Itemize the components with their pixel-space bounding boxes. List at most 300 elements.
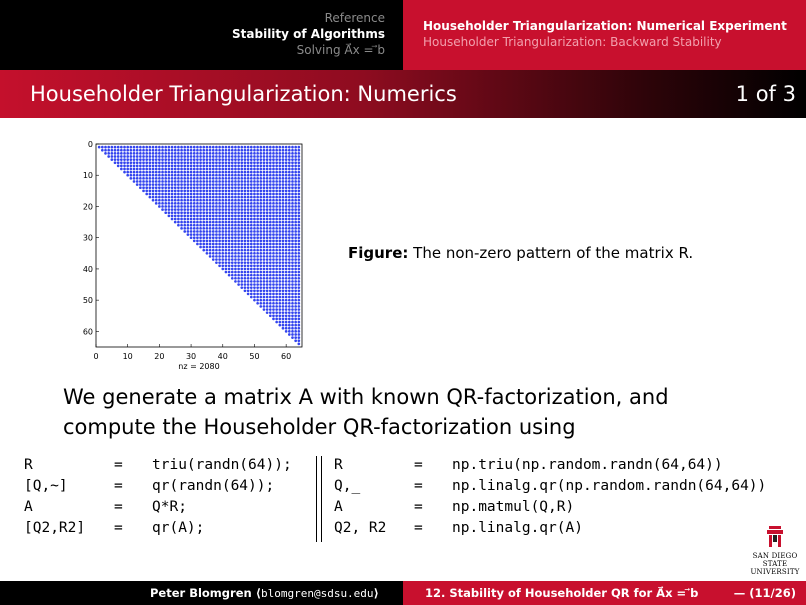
nonzero-marker xyxy=(285,327,288,330)
nonzero-marker xyxy=(158,149,161,152)
nonzero-marker xyxy=(247,268,250,271)
nonzero-marker xyxy=(215,255,218,258)
nonzero-marker xyxy=(168,190,171,193)
nonzero-marker xyxy=(212,239,215,242)
nonzero-marker xyxy=(282,236,285,239)
nonzero-marker xyxy=(266,168,269,171)
nonzero-marker xyxy=(228,205,231,208)
nonzero-marker xyxy=(240,224,243,227)
nonzero-marker xyxy=(237,249,240,252)
nonzero-marker xyxy=(272,205,275,208)
nonzero-marker xyxy=(272,202,275,205)
nonzero-marker xyxy=(272,183,275,186)
nonzero-marker xyxy=(190,168,193,171)
nonzero-marker xyxy=(291,183,294,186)
nonzero-marker xyxy=(272,208,275,211)
nonzero-marker xyxy=(288,186,291,189)
nonzero-marker xyxy=(142,183,145,186)
nonzero-marker xyxy=(225,196,228,199)
python-op: = xyxy=(414,499,423,515)
nonzero-marker xyxy=(225,174,228,177)
nonzero-marker xyxy=(253,246,256,249)
nonzero-marker xyxy=(250,264,253,267)
nonzero-marker xyxy=(231,205,234,208)
nonzero-marker xyxy=(212,190,215,193)
nonzero-marker xyxy=(282,274,285,277)
nonzero-marker xyxy=(291,158,294,161)
nonzero-marker xyxy=(250,155,253,158)
nonzero-marker xyxy=(240,155,243,158)
nonzero-marker xyxy=(187,168,190,171)
nonzero-marker xyxy=(177,199,180,202)
nonzero-marker xyxy=(196,146,199,149)
nonzero-marker xyxy=(282,296,285,299)
nonzero-marker xyxy=(206,146,209,149)
nonzero-marker xyxy=(212,165,215,168)
nonzero-marker xyxy=(278,308,281,311)
nonzero-marker xyxy=(250,196,253,199)
nonzero-marker xyxy=(294,174,297,177)
nonzero-marker xyxy=(269,293,272,296)
nonzero-marker xyxy=(288,230,291,233)
nonzero-marker xyxy=(266,289,269,292)
nonzero-marker xyxy=(244,258,247,261)
python-lhs: Q2, R2 xyxy=(334,520,387,536)
nonzero-marker xyxy=(190,161,193,164)
nonzero-marker xyxy=(240,146,243,149)
nonzero-marker xyxy=(275,168,278,171)
nonzero-marker xyxy=(256,280,259,283)
nonzero-marker xyxy=(266,186,269,189)
nonzero-marker xyxy=(272,227,275,230)
nonzero-marker xyxy=(240,221,243,224)
nonzero-marker xyxy=(266,246,269,249)
nonzero-marker xyxy=(180,211,183,214)
nonzero-marker xyxy=(294,339,297,342)
nonzero-marker xyxy=(136,161,139,164)
nonzero-marker xyxy=(298,280,301,283)
nonzero-marker xyxy=(187,152,190,155)
nonzero-marker xyxy=(256,180,259,183)
nonzero-marker xyxy=(259,196,262,199)
nonzero-marker xyxy=(206,208,209,211)
nonzero-marker xyxy=(196,155,199,158)
nonzero-marker xyxy=(212,227,215,230)
nonzero-marker xyxy=(149,158,152,161)
nonzero-marker xyxy=(285,211,288,214)
nonzero-marker xyxy=(174,215,177,218)
y-tick-label: 20 xyxy=(82,202,93,212)
nonzero-marker xyxy=(247,149,250,152)
section-nav-item-0[interactable]: Reference xyxy=(324,11,385,25)
nonzero-marker xyxy=(272,190,275,193)
nonzero-marker xyxy=(212,186,215,189)
nonzero-marker xyxy=(288,174,291,177)
nonzero-marker xyxy=(294,146,297,149)
nonzero-marker xyxy=(221,152,224,155)
nonzero-marker xyxy=(190,190,193,193)
nonzero-marker xyxy=(253,249,256,252)
nonzero-marker xyxy=(199,199,202,202)
nonzero-marker xyxy=(225,252,228,255)
nonzero-marker xyxy=(294,205,297,208)
nonzero-marker xyxy=(291,286,294,289)
nonzero-marker xyxy=(126,146,129,149)
nonzero-marker xyxy=(278,236,281,239)
nonzero-marker xyxy=(180,158,183,161)
nonzero-marker xyxy=(288,158,291,161)
nonzero-marker xyxy=(263,274,266,277)
nonzero-marker xyxy=(263,296,266,299)
nonzero-marker xyxy=(244,264,247,267)
nonzero-marker xyxy=(256,193,259,196)
nonzero-marker xyxy=(221,155,224,158)
nonzero-marker xyxy=(294,264,297,267)
nonzero-marker xyxy=(196,243,199,246)
nonzero-marker xyxy=(225,149,228,152)
nonzero-marker xyxy=(155,180,158,183)
nonzero-marker xyxy=(190,149,193,152)
nonzero-marker xyxy=(256,208,259,211)
nonzero-marker xyxy=(288,321,291,324)
nonzero-marker xyxy=(275,218,278,221)
nonzero-marker xyxy=(199,224,202,227)
nonzero-marker xyxy=(269,174,272,177)
nonzero-marker xyxy=(291,190,294,193)
nonzero-marker xyxy=(263,227,266,230)
subsection-nav-item-1[interactable]: Householder Triangularization: Backward Stability xyxy=(423,35,722,49)
caption-text: The non-zero pattern of the matrix R. xyxy=(413,244,694,262)
nonzero-marker xyxy=(155,146,158,149)
nonzero-marker xyxy=(164,202,167,205)
nonzero-marker xyxy=(180,224,183,227)
nonzero-marker xyxy=(231,211,234,214)
nonzero-marker xyxy=(215,227,218,230)
nonzero-marker xyxy=(263,283,266,286)
nonzero-marker xyxy=(240,255,243,258)
nonzero-marker xyxy=(244,271,247,274)
nonzero-marker xyxy=(168,165,171,168)
nonzero-marker xyxy=(298,318,301,321)
nonzero-marker xyxy=(142,146,145,149)
nonzero-marker xyxy=(234,196,237,199)
nonzero-marker xyxy=(282,215,285,218)
nonzero-marker xyxy=(263,289,266,292)
nonzero-marker xyxy=(269,255,272,258)
section-nav-item-2[interactable]: Solving A⃗x = ⃗b xyxy=(296,43,385,57)
nonzero-marker xyxy=(269,215,272,218)
nonzero-marker xyxy=(247,158,250,161)
nonzero-marker xyxy=(133,174,136,177)
nonzero-marker xyxy=(275,180,278,183)
subsection-nav-item-0[interactable]: Householder Triangularization: Numerical Experiment xyxy=(423,19,787,33)
nonzero-marker xyxy=(183,230,186,233)
nonzero-marker xyxy=(234,249,237,252)
nonzero-marker xyxy=(288,180,291,183)
nonzero-marker xyxy=(288,252,291,255)
nonzero-marker xyxy=(263,196,266,199)
nonzero-marker xyxy=(171,196,174,199)
nonzero-marker xyxy=(155,202,158,205)
nonzero-marker xyxy=(269,264,272,267)
nonzero-marker xyxy=(231,149,234,152)
nonzero-marker xyxy=(215,152,218,155)
nonzero-marker xyxy=(253,171,256,174)
nonzero-marker xyxy=(237,208,240,211)
nonzero-marker xyxy=(272,146,275,149)
nonzero-marker xyxy=(212,161,215,164)
nonzero-marker xyxy=(145,168,148,171)
nonzero-marker xyxy=(269,165,272,168)
nonzero-marker xyxy=(218,236,221,239)
nonzero-marker xyxy=(212,149,215,152)
nonzero-marker xyxy=(190,218,193,221)
nonzero-marker xyxy=(190,171,193,174)
nonzero-marker xyxy=(206,177,209,180)
nonzero-marker xyxy=(269,305,272,308)
nonzero-marker xyxy=(193,199,196,202)
nonzero-marker xyxy=(152,190,155,193)
nonzero-marker xyxy=(269,196,272,199)
nonzero-marker xyxy=(231,246,234,249)
nonzero-marker xyxy=(244,149,247,152)
nonzero-marker xyxy=(202,196,205,199)
nonzero-marker xyxy=(196,183,199,186)
nonzero-marker xyxy=(218,205,221,208)
nonzero-marker xyxy=(212,171,215,174)
nonzero-marker xyxy=(282,305,285,308)
nonzero-marker xyxy=(291,227,294,230)
nonzero-marker xyxy=(244,186,247,189)
nonzero-marker xyxy=(253,193,256,196)
nonzero-marker xyxy=(202,168,205,171)
section-nav-item-1[interactable]: Stability of Algorithms xyxy=(232,27,385,41)
nonzero-marker xyxy=(244,274,247,277)
nonzero-marker xyxy=(278,155,281,158)
nonzero-marker xyxy=(199,193,202,196)
nonzero-marker xyxy=(285,183,288,186)
nonzero-marker xyxy=(278,324,281,327)
nonzero-marker xyxy=(196,230,199,233)
nonzero-marker xyxy=(209,211,212,214)
nonzero-marker xyxy=(256,202,259,205)
nonzero-marker xyxy=(263,155,266,158)
nonzero-marker xyxy=(152,186,155,189)
nonzero-marker xyxy=(136,152,139,155)
nonzero-marker xyxy=(259,277,262,280)
nonzero-marker xyxy=(111,149,114,152)
nonzero-marker xyxy=(253,233,256,236)
nonzero-marker xyxy=(250,255,253,258)
nonzero-marker xyxy=(294,258,297,261)
nonzero-marker xyxy=(250,283,253,286)
nonzero-marker xyxy=(253,283,256,286)
nonzero-marker xyxy=(212,218,215,221)
nonzero-marker xyxy=(259,289,262,292)
nonzero-marker xyxy=(218,261,221,264)
nonzero-marker xyxy=(202,171,205,174)
nonzero-marker xyxy=(288,293,291,296)
nonzero-marker xyxy=(259,274,262,277)
nonzero-marker xyxy=(298,177,301,180)
nonzero-marker xyxy=(202,246,205,249)
nonzero-marker xyxy=(250,230,253,233)
nonzero-marker xyxy=(190,155,193,158)
nonzero-marker xyxy=(269,236,272,239)
nonzero-marker xyxy=(298,243,301,246)
nonzero-marker xyxy=(209,196,212,199)
nonzero-marker xyxy=(225,161,228,164)
nonzero-marker xyxy=(206,149,209,152)
nonzero-marker xyxy=(177,149,180,152)
nonzero-marker xyxy=(180,227,183,230)
nonzero-marker xyxy=(266,236,269,239)
nonzero-marker xyxy=(199,239,202,242)
nonzero-marker xyxy=(187,190,190,193)
nonzero-marker xyxy=(234,243,237,246)
nonzero-marker xyxy=(278,205,281,208)
nonzero-marker xyxy=(177,168,180,171)
nonzero-marker xyxy=(275,308,278,311)
nonzero-marker xyxy=(285,208,288,211)
nonzero-marker xyxy=(202,239,205,242)
nonzero-marker xyxy=(190,186,193,189)
nonzero-marker xyxy=(256,221,259,224)
nonzero-marker xyxy=(244,174,247,177)
nonzero-marker xyxy=(218,227,221,230)
nonzero-marker xyxy=(278,249,281,252)
nonzero-marker xyxy=(285,283,288,286)
nonzero-marker xyxy=(275,165,278,168)
nonzero-marker xyxy=(266,146,269,149)
nonzero-marker xyxy=(215,258,218,261)
nonzero-marker xyxy=(237,177,240,180)
nonzero-marker xyxy=(259,227,262,230)
nonzero-marker xyxy=(174,193,177,196)
nonzero-marker xyxy=(145,193,148,196)
nonzero-marker xyxy=(278,314,281,317)
nonzero-marker xyxy=(275,258,278,261)
nonzero-marker xyxy=(291,274,294,277)
nonzero-marker xyxy=(298,149,301,152)
nonzero-marker xyxy=(221,196,224,199)
nonzero-marker xyxy=(263,215,266,218)
nonzero-marker xyxy=(234,255,237,258)
nonzero-marker xyxy=(285,158,288,161)
lecture-title: 12. Stability of Householder QR for A⃗x = ⃗b xyxy=(425,586,699,600)
nonzero-marker xyxy=(263,177,266,180)
nonzero-marker xyxy=(272,149,275,152)
nonzero-marker xyxy=(282,193,285,196)
nonzero-marker xyxy=(221,236,224,239)
nonzero-marker xyxy=(218,183,221,186)
nonzero-marker xyxy=(168,161,171,164)
nonzero-marker xyxy=(225,171,228,174)
nonzero-marker xyxy=(256,271,259,274)
nonzero-marker xyxy=(269,239,272,242)
nonzero-marker xyxy=(212,249,215,252)
nonzero-marker xyxy=(120,152,123,155)
nonzero-marker xyxy=(215,236,218,239)
nonzero-marker xyxy=(180,155,183,158)
nonzero-marker xyxy=(234,230,237,233)
nonzero-marker xyxy=(231,161,234,164)
nonzero-marker xyxy=(253,236,256,239)
nonzero-marker xyxy=(228,202,231,205)
nonzero-marker xyxy=(104,149,107,152)
nonzero-marker xyxy=(259,208,262,211)
nonzero-marker xyxy=(215,171,218,174)
nonzero-marker xyxy=(123,155,126,158)
nonzero-marker xyxy=(288,330,291,333)
nonzero-marker xyxy=(104,146,107,149)
nonzero-marker xyxy=(221,208,224,211)
nonzero-marker xyxy=(259,252,262,255)
nonzero-marker xyxy=(193,202,196,205)
nonzero-marker xyxy=(291,255,294,258)
nonzero-marker xyxy=(266,165,269,168)
nonzero-marker xyxy=(288,224,291,227)
nonzero-marker xyxy=(180,149,183,152)
nonzero-marker xyxy=(174,177,177,180)
nonzero-marker xyxy=(155,177,158,180)
nonzero-marker xyxy=(272,258,275,261)
nonzero-marker xyxy=(234,149,237,152)
nonzero-marker xyxy=(291,296,294,299)
nonzero-marker xyxy=(282,289,285,292)
x-tick-label: 0 xyxy=(93,352,99,361)
nonzero-marker xyxy=(133,168,136,171)
nonzero-marker xyxy=(168,186,171,189)
nonzero-marker xyxy=(253,258,256,261)
nonzero-marker xyxy=(221,268,224,271)
nonzero-marker xyxy=(282,286,285,289)
nonzero-marker xyxy=(256,243,259,246)
nonzero-marker xyxy=(278,186,281,189)
nonzero-marker xyxy=(187,218,190,221)
nonzero-marker xyxy=(294,208,297,211)
nonzero-marker xyxy=(259,202,262,205)
nonzero-marker xyxy=(269,202,272,205)
nonzero-marker xyxy=(253,165,256,168)
nonzero-marker xyxy=(228,249,231,252)
nonzero-marker xyxy=(199,233,202,236)
nonzero-marker xyxy=(240,158,243,161)
nonzero-marker xyxy=(272,318,275,321)
nonzero-marker xyxy=(234,252,237,255)
nonzero-marker xyxy=(250,202,253,205)
nonzero-marker xyxy=(298,146,301,149)
nonzero-marker xyxy=(206,165,209,168)
nonzero-marker xyxy=(215,215,218,218)
nonzero-marker xyxy=(161,168,164,171)
x-axis-label: nz = 2080 xyxy=(178,362,220,371)
nonzero-marker xyxy=(199,243,202,246)
nonzero-marker xyxy=(259,174,262,177)
nonzero-marker xyxy=(259,171,262,174)
nonzero-marker xyxy=(285,168,288,171)
paragraph-line-2: compute the Householder QR-factorization using xyxy=(63,415,576,439)
nonzero-marker xyxy=(269,177,272,180)
nonzero-marker xyxy=(237,239,240,242)
nonzero-marker xyxy=(187,211,190,214)
nonzero-marker xyxy=(291,246,294,249)
nonzero-marker xyxy=(212,155,215,158)
nonzero-marker xyxy=(139,174,142,177)
nonzero-marker xyxy=(130,158,133,161)
nonzero-marker xyxy=(209,193,212,196)
nonzero-marker xyxy=(282,177,285,180)
